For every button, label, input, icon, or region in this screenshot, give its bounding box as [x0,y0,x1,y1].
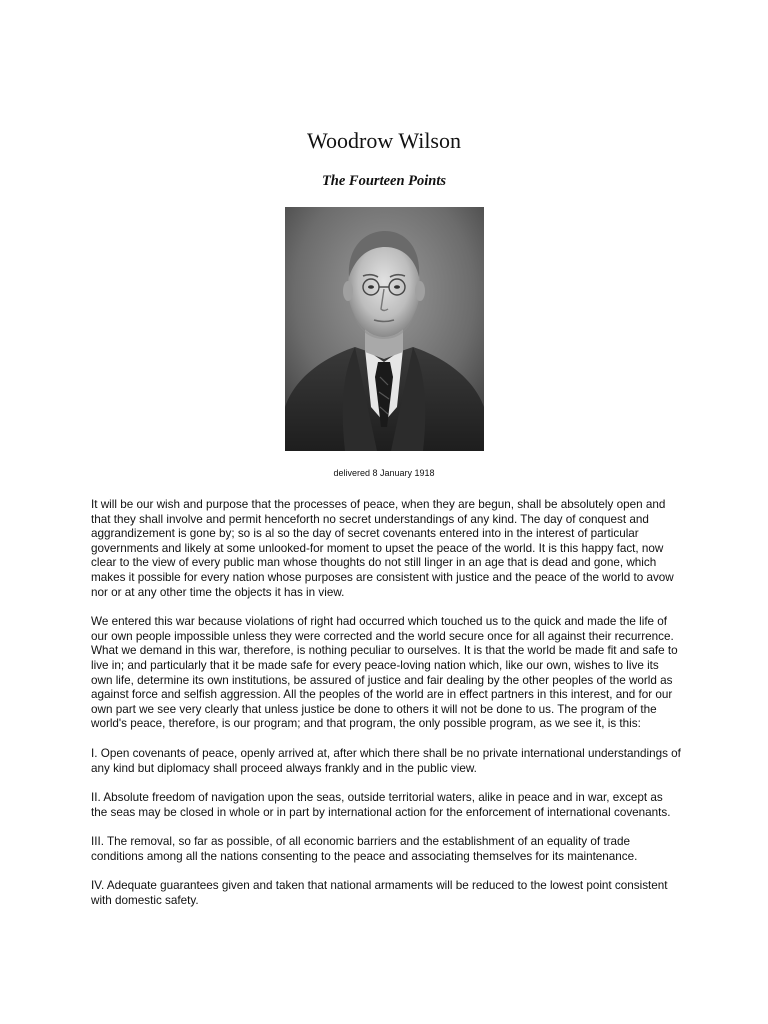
point-3-paragraph: III. The removal, so far as possible, of all economic barriers and the establishment of an equality of trade conditions among all the nations consenting to the peace and associating themselves for its maintenance. [91,835,638,863]
portrait-image [285,207,484,451]
portrait-photo [285,207,484,451]
point-2-paragraph: II. Absolute freedom of navigation upon the seas, outside territorial waters, alike in peace and in war, except as the seas may be closed in whole or in part by international action for the enforcement of international covenants. [91,791,671,819]
paragraph: It will be our wish and purpose that the processes of peace, when they are begun, shall be absolutely open and that they shall involve and permit henceforth no secret understandings of any kind. The day of conquest and aggrandizement is gone by; so is al so the day of secret covenants entered into in the interest of particular governments and likely at some unlooked-for moment to upset the peace of the world. It is this happy fact, now clear to the view of every public man whose thoughts do not still linger in an age that is dead and gone, which makes it possible for every nation whose purposes are consistent with justice and the peace of the world to avow nor or at any other time the objects it has in view. [91,498,674,599]
point-4-paragraph: IV. Adequate guarantees given and taken that national armaments will be reduced to the lowest point consistent with domestic safety. [91,879,668,908]
document-subtitle: The Fourteen Points [321,173,447,189]
point-1-paragraph: I. Open covenants of peace, openly arrived at, after which there shall be no private international understandings of any kind but diplomacy shall proceed always frankly and in the public view. [91,746,681,775]
delivery-date-caption: delivered 8 January 1918 [333,468,435,478]
paragraph: We entered this war because violations of right had occurred which touched us to the quick and made the life of our own people impossible unless they were corrected and the world secure once for all against their recurrence. What we demand in this war, therefore, is nothing peculiar to ourselves. It is that the world be made fit and safe to live in; and particularly that it be made safe for every peace-loving nation which, like our own, wishes to live its own life, determine its own institutions, be assured of justice and fair dealing by the other peoples of the world as against force and selfish aggression. All the peoples of the world are in effect partners in this interest, and for our own part we see very clearly that unless justice be done to others it will not be done to us. The program of the world's peace, therefore, is our program; and that program, the only possible program, as we see it, is this: [91,615,678,731]
speech-body [91,498,681,924]
document-title: Woodrow Wilson [307,128,461,153]
